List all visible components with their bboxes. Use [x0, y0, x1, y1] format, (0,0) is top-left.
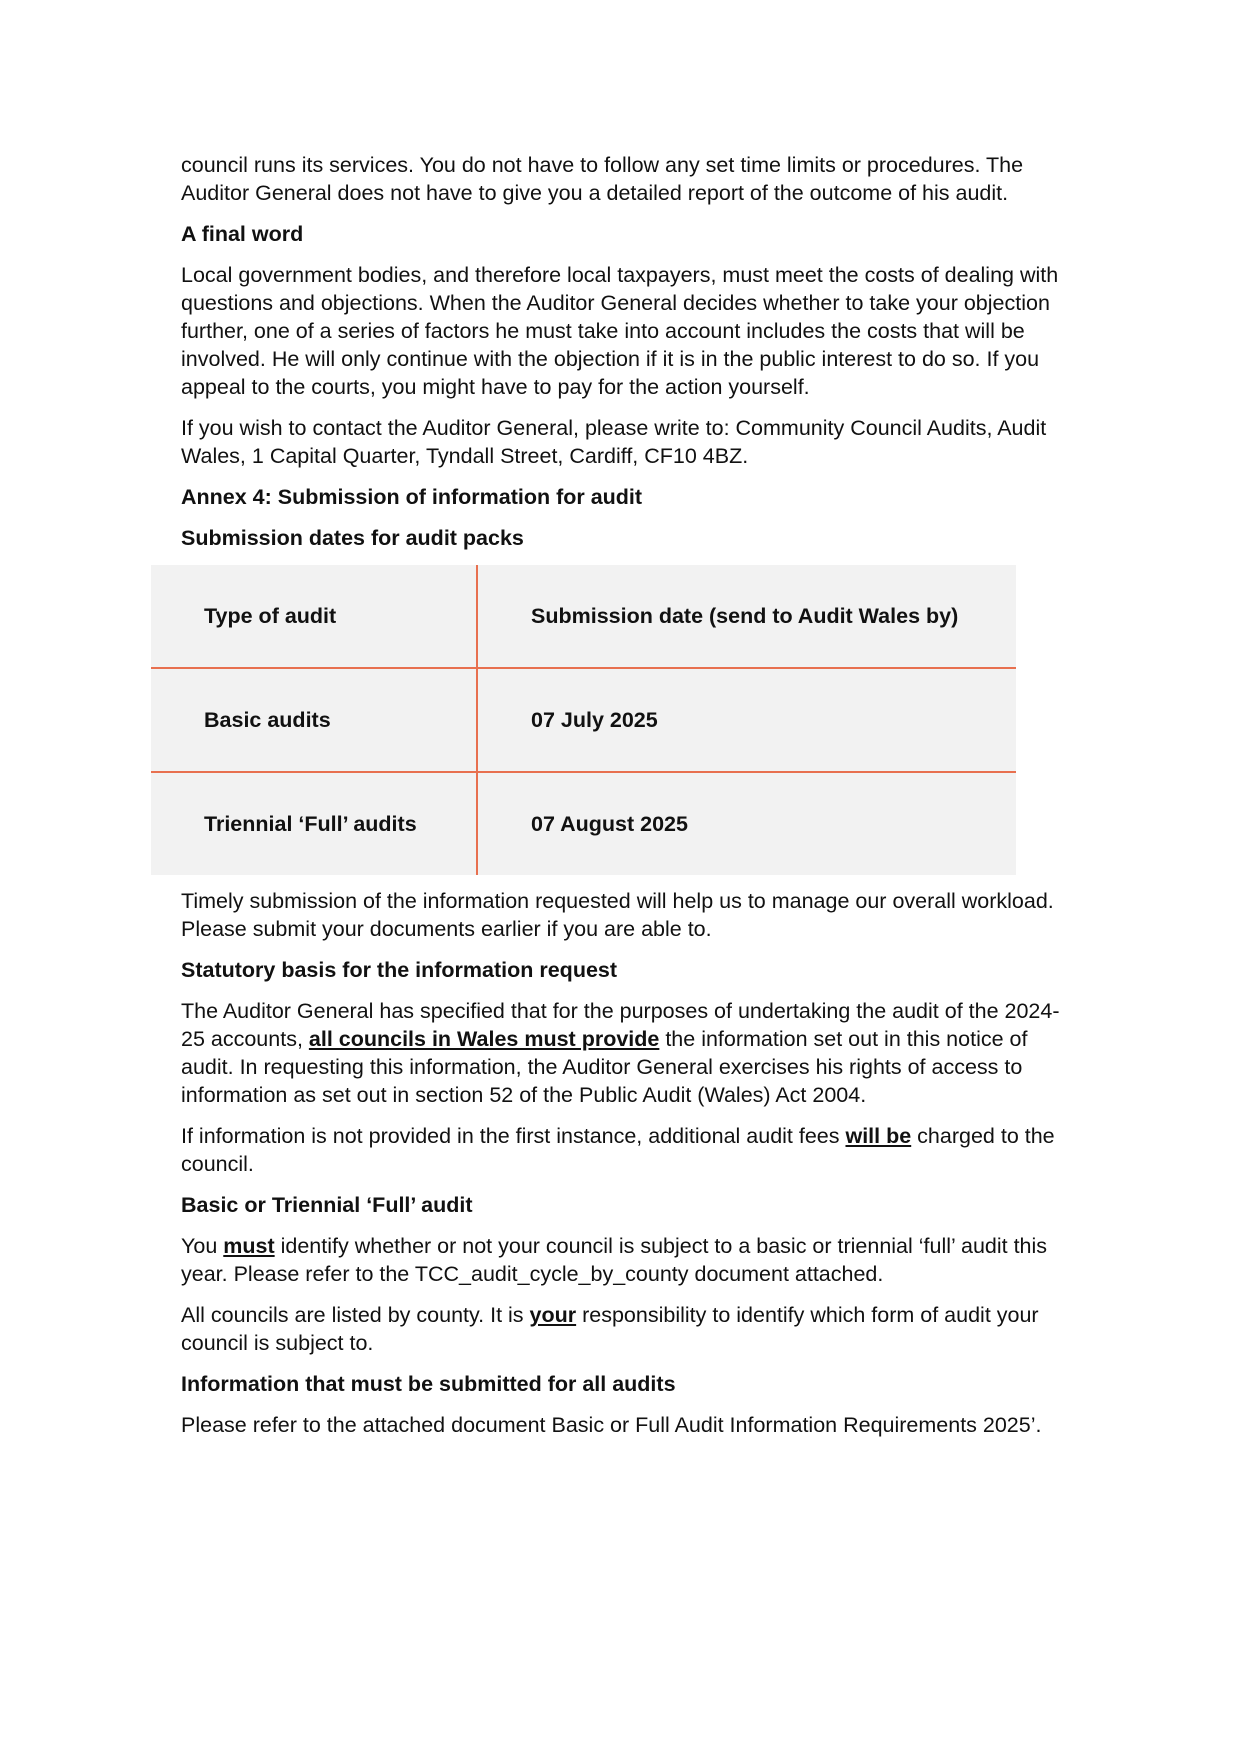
table-cell: Basic audits — [151, 668, 477, 772]
county-list-paragraph — [181, 1301, 1071, 1357]
contact-paragraph: If you wish to contact the Auditor General, please write to: Community Council Audits, Audit Wales, 1 Capital Quarter, Tyndall Street, Cardiff, CF10 4BZ. — [181, 416, 1047, 468]
table-row — [151, 772, 1016, 875]
table-cell: Triennial ‘Full’ audits — [151, 772, 477, 875]
table-header-row — [151, 565, 1016, 668]
text-span: You — [181, 1234, 224, 1258]
text-span: All councils are listed by county. It is — [181, 1303, 530, 1327]
info-all-audits-heading: Information that must be submitted for all audits — [181, 1372, 676, 1396]
identify-audit-paragraph — [181, 1232, 1071, 1288]
statutory-heading: Statutory basis for the information request — [181, 958, 618, 982]
basic-full-heading: Basic or Triennial ‘Full’ audit — [181, 1193, 473, 1217]
table-header-cell: Type of audit — [151, 565, 477, 668]
intro-paragraph: council runs its services. You do not have to follow any set time limits or procedures. The Auditor General does not have to give you a detailed report of the outcome of his audit. — [181, 153, 1024, 205]
text-span: If information is not provided in the first instance, additional audit fees — [181, 1124, 846, 1148]
submission-dates-heading: Submission dates for audit packs — [181, 526, 524, 550]
table-header-cell: Submission date (send to Audit Wales by) — [477, 565, 1016, 668]
text-span: charged to the council. — [181, 1124, 1055, 1176]
audit-fees-paragraph — [181, 1122, 1071, 1178]
emphasis-text: must — [223, 1234, 275, 1258]
final-word-paragraph: Local government bodies, and therefore local taxpayers, must meet the costs of dealing with questions and objections. When the Auditor General decides whether to take your objection further, one of a series of factors he must take into account includes the costs that will be involved. He will only continue with the objection if it is in the public interest to do so. If you appeal to the courts, you might have to pay for the action yourself. — [181, 263, 1059, 399]
text-span: The Auditor General has specified that for the purposes of undertaking the audit of the 2024-25 accounts, — [181, 999, 1060, 1051]
timely-submission-paragraph: Timely submission of the information requested will help us to manage our overall workload. Please submit your documents earlier if you are able to. — [181, 889, 1054, 941]
emphasis-text: will be — [845, 1124, 912, 1148]
text-span: the information set out in this notice of audit. In requesting this information, the Auditor General exercises his rights of access to information as set out in section 52 of the Public Audit (Wales) Act 2004. — [181, 1027, 1028, 1107]
submission-dates-table — [151, 565, 1016, 875]
text-span: responsibility to identify which form of audit your council is subject to. — [181, 1303, 1039, 1355]
document-page — [181, 151, 1071, 1452]
text-span: identify whether or not your council is subject to a basic or triennial ‘full’ audit this year. Please refer to the TCC_audit_cycle_by_county document attached. — [181, 1234, 1048, 1286]
emphasis-text: your — [529, 1303, 577, 1327]
statutory-paragraph — [181, 997, 1071, 1109]
table-cell: 07 August 2025 — [531, 812, 688, 836]
annex-heading: Annex 4: Submission of information for audit — [181, 485, 643, 509]
final-word-heading: A final word — [181, 222, 304, 246]
emphasis-text: all councils in Wales must provide — [308, 1027, 660, 1051]
table-cell: 07 July 2025 — [477, 668, 1016, 772]
table-row — [151, 668, 1016, 772]
info-all-audits-paragraph: Please refer to the attached document Basic or Full Audit Information Requirements 2025’. — [181, 1413, 1042, 1437]
